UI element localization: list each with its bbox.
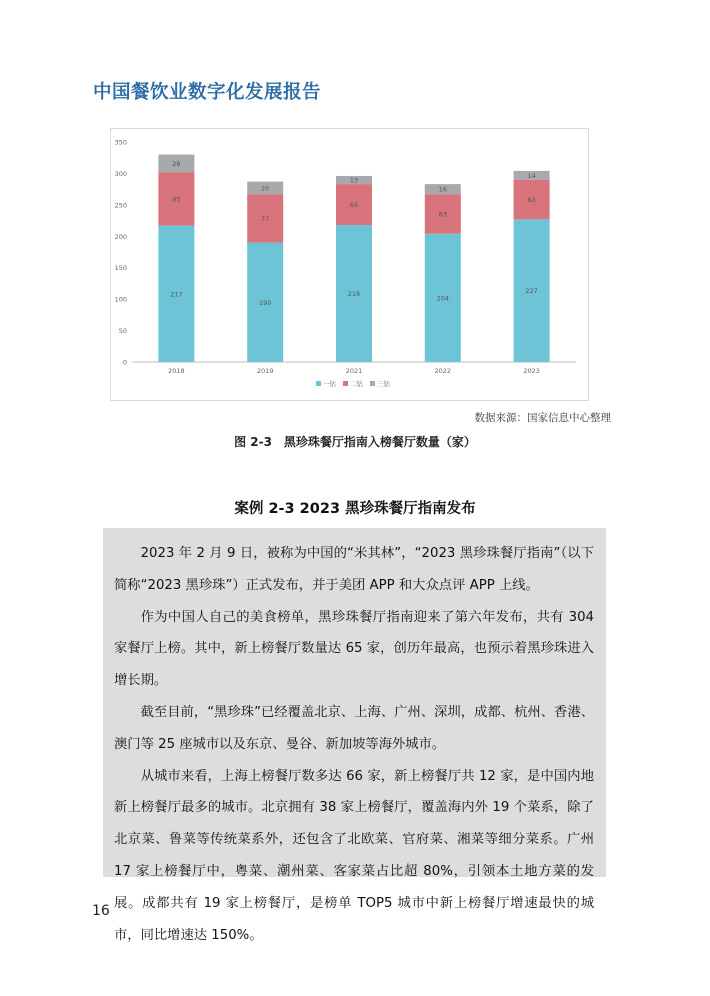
- legend-swatch: [316, 381, 321, 386]
- x-tick-label: 2021: [345, 367, 363, 375]
- y-tick-label: 350: [114, 138, 127, 147]
- data-label: 227: [525, 287, 538, 296]
- data-label: 204: [436, 294, 450, 303]
- legend-label: 二钻: [350, 380, 363, 388]
- x-tick-label: 2023: [523, 367, 540, 375]
- x-tick-label: 2022: [434, 367, 452, 375]
- case-paragraph: 作为中国人自己的美食榜单，黑珍珠餐厅指南迎来了第六年发布，共有 304 家餐厅上榜。其中，新上榜餐厅数量达 65 家，创历年最高，也预示着黑珍珠进入增长期。: [114, 609, 594, 689]
- x-tick-label: 2019: [256, 367, 274, 375]
- data-label: 85: [172, 195, 181, 204]
- y-tick-label: 200: [114, 232, 127, 241]
- data-label: 28: [172, 159, 181, 168]
- case-paragraph: 截至目前，“黑珍珠”已经覆盖北京、上海、广州、深圳，成都、杭州、香港、澳门等 25 座城市以及东京、曼谷、新加坡等海外城市。: [114, 704, 594, 752]
- case-title: 案例 2-3 2023 黑珍珠餐厅指南发布: [234, 501, 476, 517]
- data-label: 20: [261, 184, 270, 193]
- data-label: 190: [258, 298, 272, 307]
- legend-swatch: [370, 381, 375, 386]
- data-label: 14: [527, 171, 536, 180]
- data-label: 13: [349, 176, 359, 185]
- y-tick-label: 0: [122, 358, 127, 367]
- case-paragraph: 2023 年 2 月 9 日，被称为中国的“米其林”，“2023 黑珍珠餐厅指南”（以下简称“2023 黑珍珠”）正式发布，并于美团 APP 和大众点评 APP 上线。: [114, 546, 594, 593]
- data-source-note: 数据来源：国家信息中心整理: [474, 412, 611, 424]
- case-text-box: [103, 528, 606, 943]
- data-label: 63: [438, 210, 447, 219]
- legend-label: 三钻: [377, 380, 390, 388]
- data-label: 65: [349, 201, 359, 210]
- data-label: 218: [347, 289, 361, 298]
- y-tick-label: 250: [114, 201, 127, 210]
- report-header-title: 中国餐饮业数字化发展报告: [93, 82, 322, 103]
- case-paragraph: 从城市来看，上海上榜餐厅数多达 66 家，新上榜餐厅共 12 家，是中国内地新上榜餐厅最多的城市。北京拥有 38 家上榜餐厅，覆盖海内外 19 个菜系，除了北京菜、鲁菜等传统菜系外，还包含了北欧菜、官府菜、湘菜等细分菜系。广州 17 家上榜餐厅中，粤菜、潮州菜、客家菜占比超 80%，引领本土地方菜的发展。成都共有 19 家上榜餐厅，是榜单 TOP5 城市中新上榜餐厅增速最快的城市，同比增速达 150%。: [114, 768, 594, 943]
- data-label: 77: [261, 214, 270, 223]
- page-number: 16: [92, 903, 110, 919]
- chart-svg: [111, 129, 588, 400]
- data-label: 63: [527, 196, 536, 205]
- legend-swatch: [343, 381, 348, 386]
- stacked-bar-chart: [110, 128, 589, 401]
- data-label: 16: [438, 185, 447, 194]
- y-tick-label: 100: [114, 295, 127, 304]
- y-tick-label: 300: [114, 169, 127, 178]
- figure-caption: 图 2-3 黑珍珠餐厅指南入榜餐厅数量（家）: [234, 435, 476, 449]
- y-tick-label: 50: [118, 327, 127, 336]
- y-tick-label: 150: [114, 264, 127, 273]
- x-tick-label: 2018: [168, 367, 185, 375]
- legend-label: 一钻: [323, 380, 336, 388]
- data-label: 217: [170, 290, 183, 299]
